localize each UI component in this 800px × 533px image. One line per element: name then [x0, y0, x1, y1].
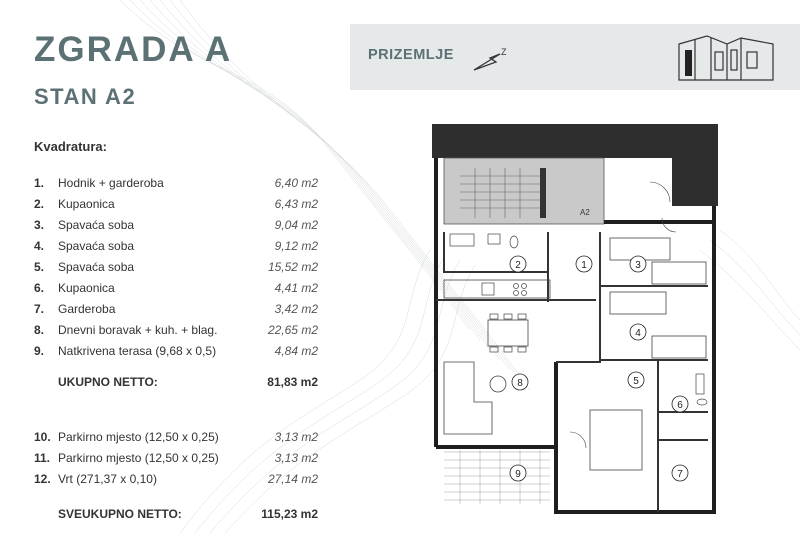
- row-name: Garderoba: [58, 302, 116, 316]
- row-name: Kupaonica: [58, 281, 115, 295]
- row-number: 12.: [34, 472, 51, 486]
- area-row: [34, 176, 318, 196]
- row-number: 7.: [34, 302, 45, 316]
- row-number: 8.: [34, 323, 45, 337]
- lift-wall: [540, 168, 546, 218]
- row-name: Vrt (271,37 x 0,10): [58, 472, 157, 486]
- area-row: [34, 218, 318, 238]
- room-marker: 6: [677, 400, 683, 411]
- row-name: Spavaća soba: [58, 218, 135, 232]
- row-name: Parkirno mjesto (12,50 x 0,25): [58, 451, 219, 465]
- svg-text:Z: Z: [501, 47, 507, 57]
- row-name: Natkrivena terasa (9,68 x 0,5): [58, 344, 217, 358]
- row-number: 9.: [34, 344, 45, 358]
- area-row: [34, 451, 318, 471]
- room-marker: 8: [517, 378, 523, 389]
- row-area: 6,40 m2: [274, 176, 318, 190]
- row-area: 4,84 m2: [274, 344, 318, 358]
- building-title: ZGRADA A: [34, 30, 233, 69]
- row-area: 22,65 m2: [267, 323, 318, 337]
- building-elevation-icon: [675, 32, 775, 82]
- area-row: [34, 430, 318, 450]
- area-row: [34, 472, 318, 492]
- room-marker: 4: [635, 328, 641, 339]
- room-marker: 5: [633, 376, 639, 387]
- area-row: [34, 239, 318, 259]
- area-row: [34, 344, 318, 364]
- unit-title: STAN A2: [34, 84, 137, 109]
- row-area: 9,12 m2: [274, 239, 318, 253]
- sofa: [444, 362, 492, 434]
- net-total-value: 81,83 m2: [267, 375, 318, 389]
- roof-band: [432, 124, 718, 158]
- area-row: [34, 323, 318, 343]
- row-area: 9,04 m2: [274, 218, 318, 232]
- row-area: 3,13 m2: [274, 430, 318, 444]
- north-arrow-icon: [470, 44, 514, 74]
- room-marker: 3: [635, 260, 641, 271]
- bed-room-3b: [652, 262, 706, 284]
- row-number: 1.: [34, 176, 45, 190]
- area-list-heading: Kvadratura:: [34, 139, 107, 154]
- row-number: 5.: [34, 260, 45, 274]
- floor-plan: [430, 122, 800, 527]
- floor-label: PRIZEMLJE: [368, 47, 454, 63]
- row-number: 6.: [34, 281, 45, 295]
- area-row: [34, 302, 318, 322]
- row-number: 2.: [34, 197, 45, 211]
- row-area: 6,43 m2: [274, 197, 318, 211]
- area-row: [34, 260, 318, 280]
- room-marker: 7: [677, 469, 683, 480]
- bed-room-4: [610, 292, 666, 314]
- row-area: 15,52 m2: [267, 260, 318, 274]
- net-total: [58, 375, 318, 389]
- row-name: Parkirno mjesto (12,50 x 0,25): [58, 430, 219, 444]
- row-number: 10.: [34, 430, 51, 444]
- area-row: [34, 281, 318, 301]
- row-name: Dnevni boravak + kuh. + blag.: [58, 323, 218, 337]
- grand-total-value: 115,23 m2: [261, 507, 318, 521]
- row-number: 11.: [34, 451, 51, 465]
- dining-table: [488, 320, 528, 346]
- net-total-label: UKUPNO NETTO:: [58, 375, 158, 389]
- wall-block: [672, 158, 718, 206]
- row-area: 27,14 m2: [267, 472, 318, 486]
- unit-tag: A2: [580, 208, 590, 217]
- area-row: [34, 197, 318, 217]
- coffee-table: [490, 376, 506, 392]
- bed-room-4b: [652, 336, 706, 358]
- grand-total-label: SVEUKUPNO NETTO:: [58, 507, 182, 521]
- row-name: Hodnik + garderoba: [58, 176, 164, 190]
- row-name: Spavaća soba: [58, 260, 135, 274]
- row-area: 3,42 m2: [274, 302, 318, 316]
- row-number: 3.: [34, 218, 45, 232]
- room-marker: 9: [515, 469, 521, 480]
- kitchen-counter: [444, 280, 550, 298]
- row-number: 4.: [34, 239, 45, 253]
- floor-banner: [350, 24, 800, 90]
- row-name: Spavaća soba: [58, 239, 135, 253]
- row-area: 4,41 m2: [274, 281, 318, 295]
- row-name: Kupaonica: [58, 197, 115, 211]
- room-marker: 2: [515, 260, 521, 271]
- terrace-hatch: [444, 450, 550, 504]
- bed-room-5: [590, 410, 642, 470]
- grand-total: [58, 507, 318, 521]
- row-area: 3,13 m2: [274, 451, 318, 465]
- room-marker: 1: [581, 260, 587, 271]
